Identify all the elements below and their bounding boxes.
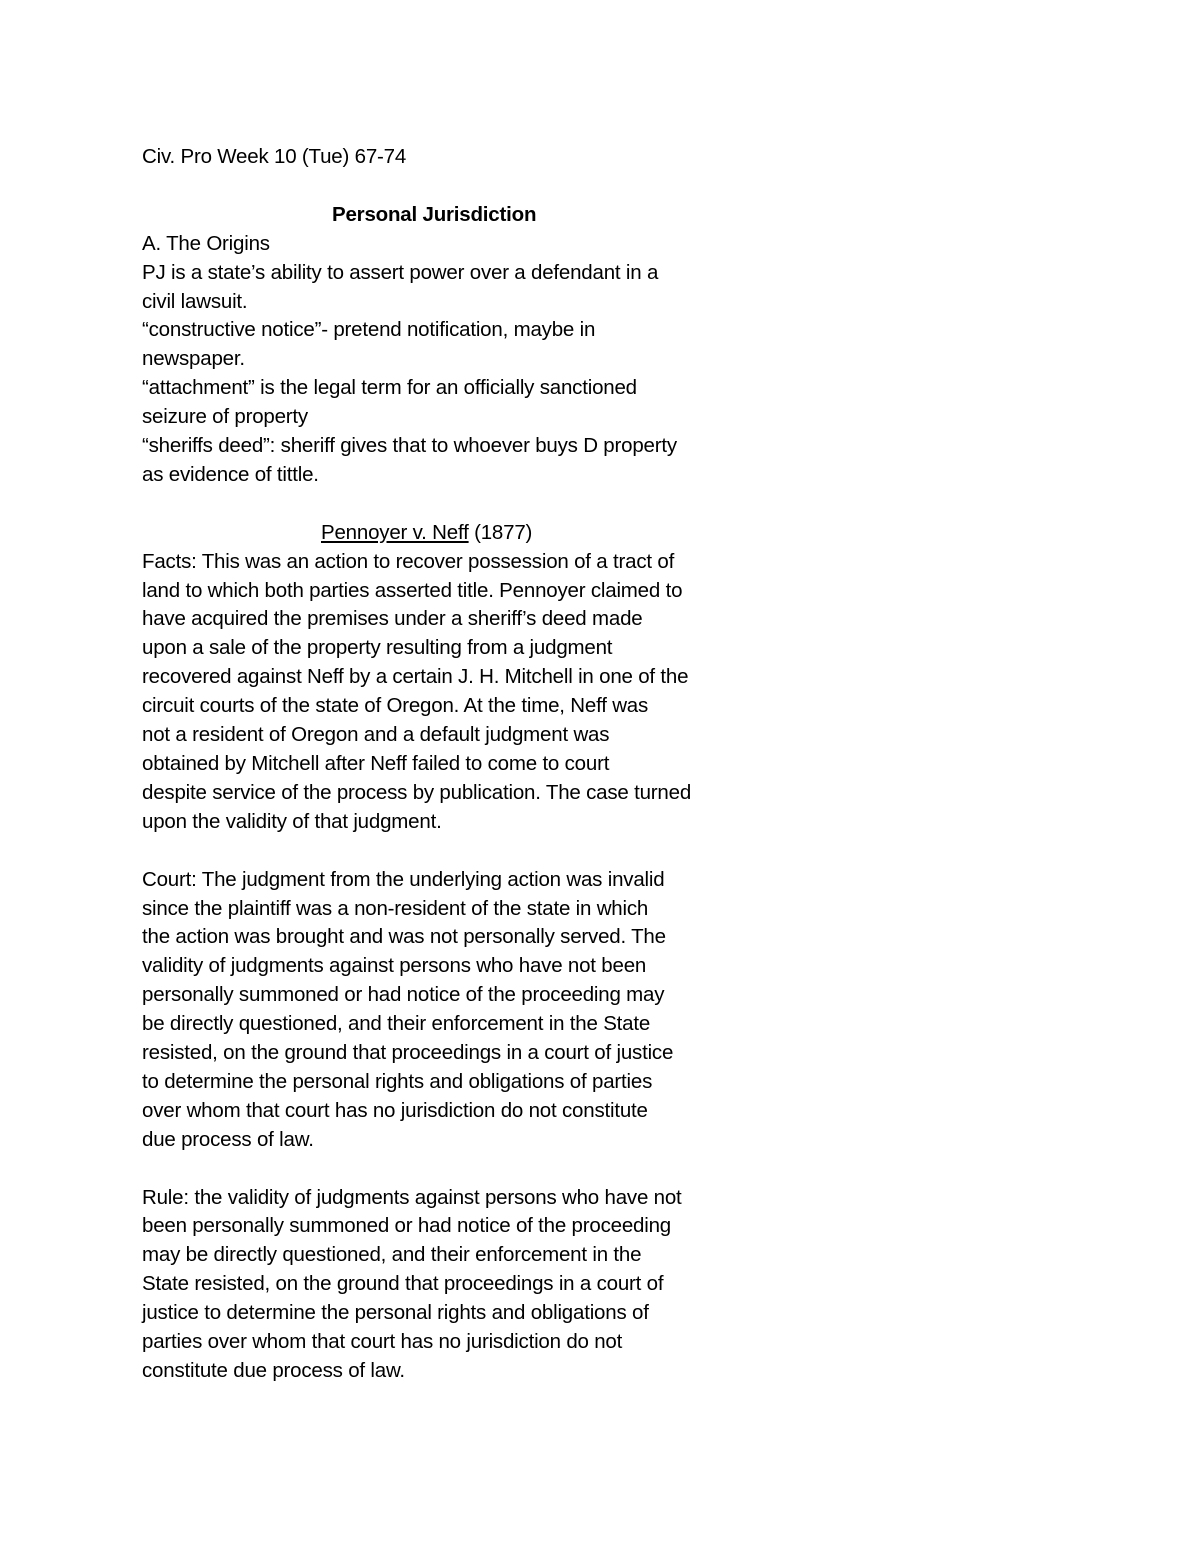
intro-paragraph <box>142 259 742 490</box>
case-heading <box>142 519 742 548</box>
facts-paragraph <box>142 548 742 837</box>
intro-line: as evidence of tittle. <box>142 462 319 486</box>
rule-line: been personally summoned or had notice of the proceeding <box>142 1214 671 1238</box>
intro-line: civil lawsuit. <box>142 289 248 313</box>
court-line: validity of judgments against persons who have not been <box>142 954 647 978</box>
rule-line: Rule: the validity of judgments against persons who have not <box>142 1185 682 1209</box>
court-line: resisted, on the ground that proceedings in a court of justice <box>142 1041 674 1065</box>
court-line: to determine the personal rights and obligations of parties <box>142 1069 653 1093</box>
blank-line <box>142 490 742 519</box>
intro-line: newspaper. <box>142 347 245 371</box>
intro-line: “sheriffs deed”: sheriff gives that to whoever buys D property <box>142 434 677 458</box>
court-line: over whom that court has no jurisdiction do not constitute <box>142 1098 648 1122</box>
document-body <box>142 143 742 1386</box>
facts-line: have acquired the premises under a sheriff’s deed made <box>142 607 643 631</box>
facts-line: upon a sale of the property resulting from a judgment <box>142 636 613 660</box>
case-year: (1877) <box>468 520 533 544</box>
blank-line <box>142 837 742 866</box>
rule-line: State resisted, on the ground that proceedings in a court of <box>142 1272 664 1296</box>
court-line: due process of law. <box>142 1127 314 1151</box>
subsection-heading: A. The Origins <box>142 231 270 255</box>
intro-line: “constructive notice”- pretend notification, maybe in <box>142 318 596 342</box>
rule-line: parties over whom that court has no jurisdiction do not <box>142 1330 623 1354</box>
court-line: since the plaintiff was a non-resident of the state in which <box>142 896 649 920</box>
court-line: the action was brought and was not personally served. The <box>142 925 666 949</box>
rule-line: justice to determine the personal rights and obligations of <box>142 1301 649 1325</box>
facts-line: circuit courts of the state of Oregon. At the time, Neff was <box>142 694 649 718</box>
facts-line: recovered against Neff by a certain J. H. Mitchell in one of the <box>142 665 689 689</box>
intro-line: seizure of property <box>142 405 308 429</box>
case-name: Pennoyer v. Neff <box>321 520 469 544</box>
intro-line: PJ is a state’s ability to assert power over a defendant in a <box>142 260 659 284</box>
blank-line <box>142 1155 742 1184</box>
rule-paragraph <box>142 1184 742 1386</box>
rule-line: may be directly questioned, and their enforcement in the <box>142 1243 642 1267</box>
court-line: personally summoned or had notice of the proceeding may <box>142 983 665 1007</box>
rule-line: constitute due process of law. <box>142 1359 405 1382</box>
document-title: Civ. Pro Week 10 (Tue) 67-74 <box>142 145 407 168</box>
facts-line: Facts: This was an action to recover possession of a tract of <box>142 549 675 573</box>
intro-line: “attachment” is the legal term for an officially sanctioned <box>142 376 637 400</box>
court-paragraph <box>142 866 742 1155</box>
facts-line: upon the validity of that judgment. <box>142 809 442 833</box>
court-line: be directly questioned, and their enforcement in the State <box>142 1012 651 1036</box>
facts-line: not a resident of Oregon and a default judgment was <box>142 723 610 747</box>
facts-line: land to which both parties asserted title. Pennoyer claimed to <box>142 578 683 602</box>
facts-line: obtained by Mitchell after Neff failed to come to court <box>142 752 610 775</box>
section-heading: Personal Jurisdiction <box>332 202 537 226</box>
court-line: Court: The judgment from the underlying action was invalid <box>142 867 665 891</box>
facts-line: despite service of the process by publication. The case turned <box>142 780 692 804</box>
